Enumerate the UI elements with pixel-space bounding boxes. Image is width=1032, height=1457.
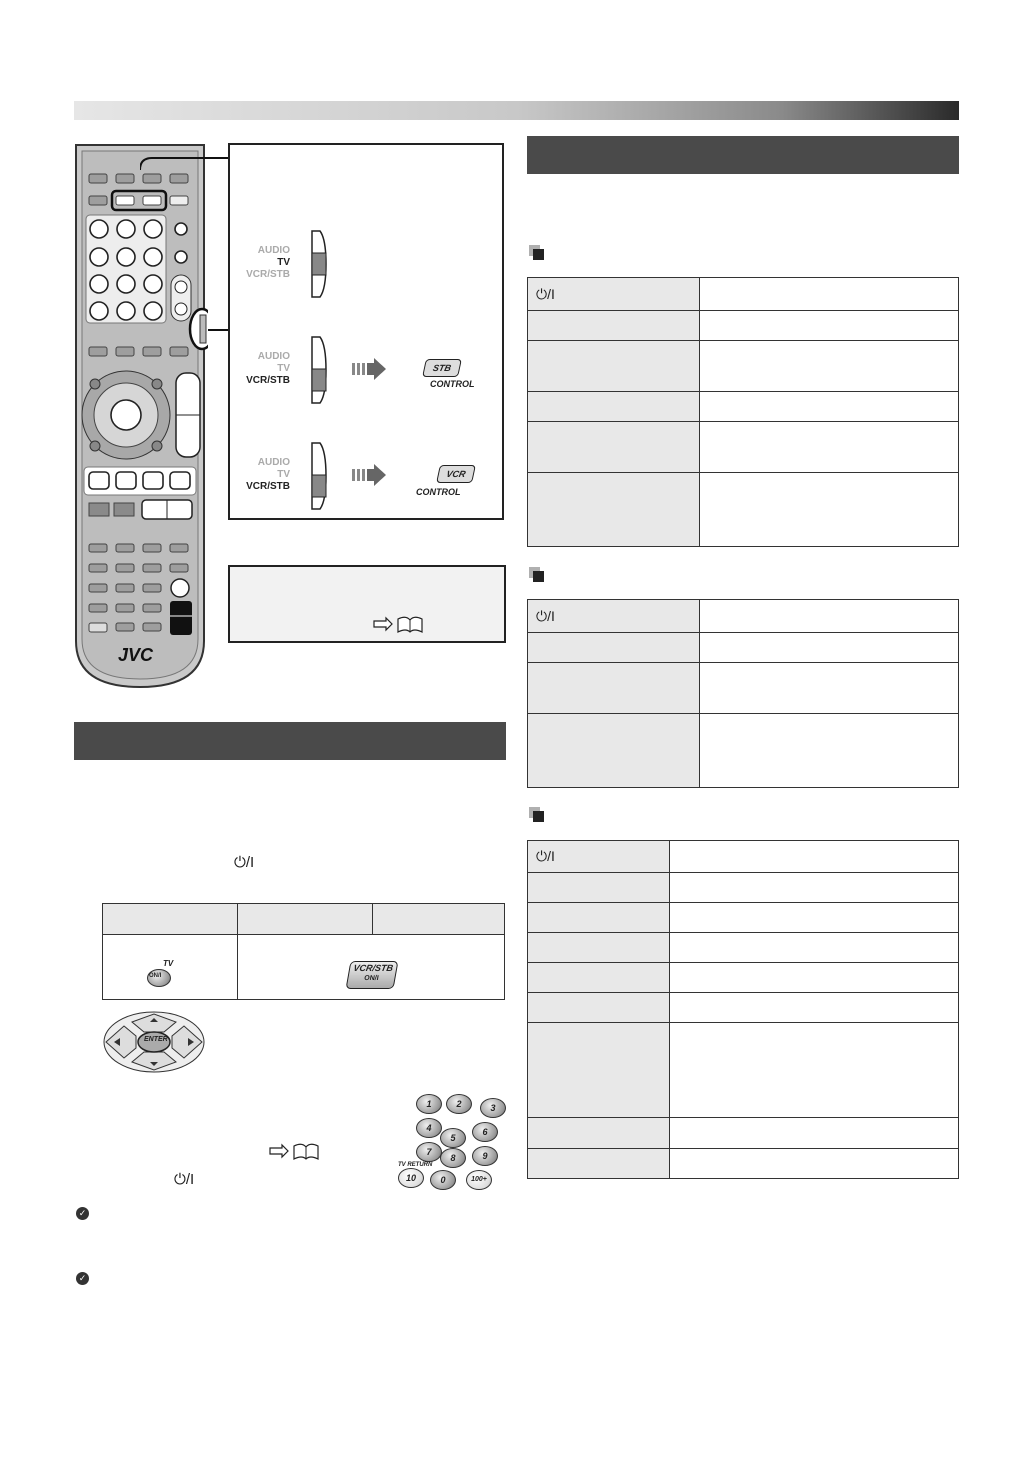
vcr-stb-on-button: VCR/STB ON/I [346, 961, 399, 989]
switch-labels-1: AUDIO TV VCR/STB [246, 245, 290, 280]
callout-lines [140, 150, 235, 340]
vcr-control-key: VCR CONTROL [416, 461, 486, 501]
remote-brand-logo: JVC [118, 645, 154, 665]
switch-labels-2: AUDIO TV VCR/STB [246, 351, 290, 386]
enter-pad-illustration: ENTER [102, 1010, 206, 1074]
subsection-marker-c [529, 807, 544, 822]
switch-diagram-box [228, 143, 504, 520]
subsection-marker-a [529, 245, 544, 260]
table-b: ⏻/I [527, 599, 959, 788]
numeric-keypad-illustration: 1 2 3 4 5 6 7 8 9 TV RETURN 10 0 100+ [394, 1090, 509, 1190]
right-section-header [527, 136, 959, 174]
slide-switch-3 [306, 441, 336, 511]
table-c: ⏻/I [527, 840, 959, 1179]
table-a: ⏻/I [527, 277, 959, 547]
switch-labels-3: AUDIO TV VCR/STB [246, 457, 290, 492]
subsection-marker-b [529, 567, 544, 582]
operation-table: TV ON/I VCR/STB ON/I [102, 903, 505, 1000]
left-section-header [74, 722, 506, 760]
check-icon-2: ✓ [76, 1272, 89, 1285]
power-symbol-2: ⏻/I [174, 1171, 195, 1188]
slide-switch-2 [306, 335, 336, 405]
reference-icon-2 [268, 1142, 320, 1162]
check-icon-1: ✓ [76, 1207, 89, 1220]
stb-control-key: STB CONTROL [416, 353, 476, 391]
arrow-right-icon [352, 357, 388, 381]
arrow-right-icon-2 [352, 463, 388, 487]
slide-switch-1 [306, 229, 336, 299]
note-box [228, 565, 506, 643]
reference-icon [372, 615, 424, 635]
power-symbol-1: ⏻/I [234, 854, 255, 871]
top-gradient-bar [74, 101, 959, 120]
